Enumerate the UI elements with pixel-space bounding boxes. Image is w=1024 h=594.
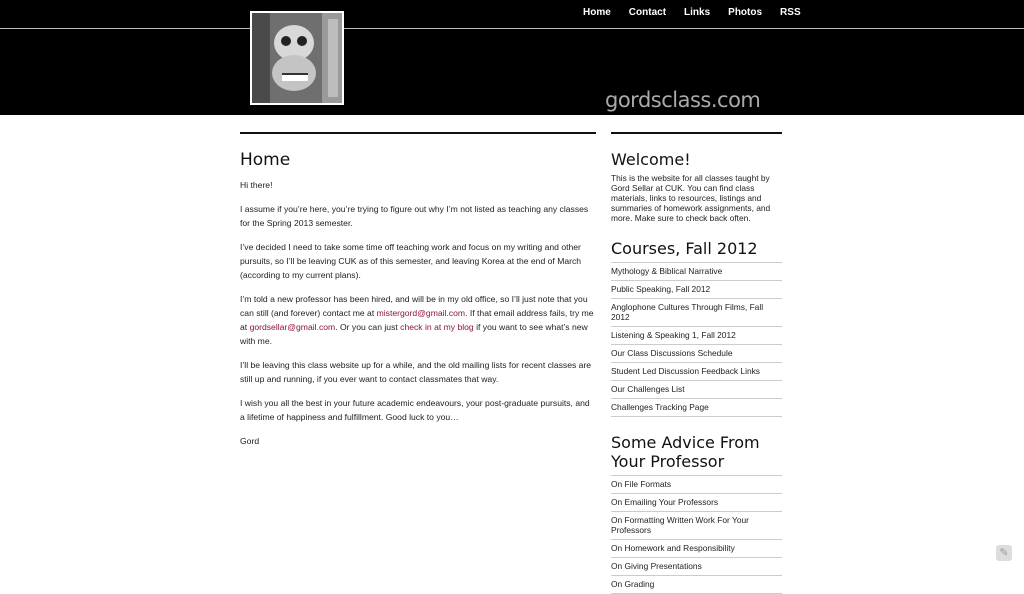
- main-content: [240, 132, 596, 458]
- sidebar: [611, 132, 782, 594]
- mask-statue-icon: [252, 13, 342, 103]
- nav-photos[interactable]: Photos: [728, 7, 763, 18]
- edit-icon[interactable]: ✎: [996, 545, 1012, 561]
- paragraph: I’ll be leaving this class website up for a while, and the old mailing lists for recent classes are still up and running, if you ever want to contact classmates that way.: [240, 360, 592, 384]
- advice-link[interactable]: On Grading: [611, 576, 782, 594]
- course-link[interactable]: Listening & Speaking 1, Fall 2012: [611, 327, 782, 345]
- header-divider: [0, 28, 1024, 29]
- page-title: Home: [240, 150, 291, 170]
- course-link[interactable]: Challenges Tracking Page: [611, 399, 782, 417]
- logo-image[interactable]: [250, 11, 344, 105]
- paragraph: I wish you all the best in your future academic endeavours, your post-graduate pursuits, and a lifetime of happiness and fulfillment. Good luck to you…: [240, 398, 590, 422]
- course-link[interactable]: Public Speaking, Fall 2012: [611, 281, 782, 299]
- courses-list: [611, 262, 782, 417]
- nav-contact[interactable]: Contact: [628, 7, 667, 18]
- paragraph-contact: [240, 292, 596, 348]
- advice-link[interactable]: On Formatting Written Work For Your Professors: [611, 512, 782, 540]
- course-link[interactable]: Our Challenges List: [611, 381, 782, 399]
- nav-links[interactable]: Links: [684, 7, 711, 18]
- sidebar-rule: [611, 132, 782, 134]
- course-link[interactable]: Our Class Discussions Schedule: [611, 345, 782, 363]
- paragraph: Hi there!: [240, 180, 273, 190]
- nav-home[interactable]: Home: [583, 7, 611, 18]
- text: . If that email address fails, try me at: [240, 308, 594, 332]
- nav-rss[interactable]: RSS: [780, 7, 801, 18]
- email-link-mistergord[interactable]: mistergord@gmail.com: [376, 308, 466, 318]
- welcome-text: This is the website for all classes taught by Gord Sellar at CUK. You can find class materials, links to resources, listings and summaries of homework assignments, and more. Make sure to check back often.: [611, 173, 771, 223]
- blog-link[interactable]: check in at my blog: [400, 322, 474, 332]
- course-link[interactable]: Anglophone Cultures Through Films, Fall 2012: [611, 299, 782, 327]
- site-title: gordsclass.com: [605, 88, 761, 112]
- welcome-heading: Welcome!: [611, 150, 691, 169]
- course-link[interactable]: Mythology & Biblical Narrative: [611, 263, 782, 281]
- courses-heading: Courses, Fall 2012: [611, 239, 758, 258]
- site-header: [0, 0, 1024, 115]
- email-link-gordsellar[interactable]: gordsellar@gmail.com: [249, 322, 336, 332]
- signature: Gord: [240, 436, 260, 446]
- advice-heading: Some Advice From Your Professor: [611, 433, 760, 471]
- text: I’m told a new professor has been hired, and will be in my old office, so I’ll just note that you can still (and forever) contact me at: [240, 294, 588, 318]
- paragraph: I’ve decided I need to take some time off teaching work and focus on my writing and other pursuits, so I’ll be leaving CUK as of this semester, and leaving Korea at the end of March (according to my current plans).: [240, 242, 582, 280]
- top-nav: [583, 7, 819, 18]
- advice-link[interactable]: On Emailing Your Professors: [611, 494, 782, 512]
- advice-list: [611, 475, 782, 594]
- paragraph: I assume if you’re here, you’re trying to figure out why I’m not listed as teaching any classes for the Spring 2013 semester.: [240, 204, 589, 228]
- course-link[interactable]: Student Led Discussion Feedback Links: [611, 363, 782, 381]
- text: if you want to see what’s new with me.: [240, 322, 588, 346]
- advice-link[interactable]: On Giving Presentations: [611, 558, 782, 576]
- main-rule: [240, 132, 596, 134]
- advice-link[interactable]: On File Formats: [611, 476, 782, 494]
- advice-link[interactable]: On Homework and Responsibility: [611, 540, 782, 558]
- text: . Or you can just: [335, 322, 401, 332]
